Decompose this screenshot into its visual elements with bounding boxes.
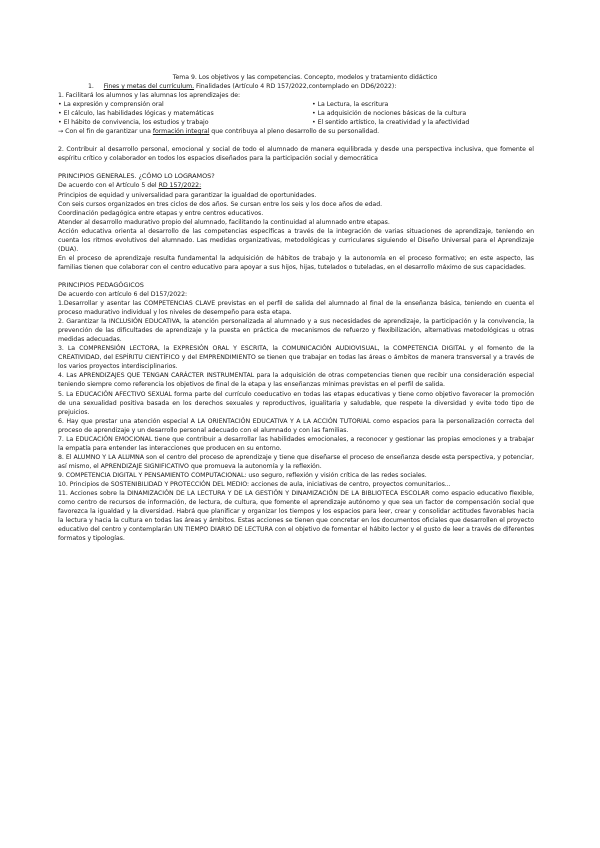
bullet-item: • La adquisición de nociones básicas de la cultura [312, 110, 467, 118]
principios-generales-reference: De acuerdo con el Artículo 5 del RD 157/2022: [58, 182, 202, 190]
principio-general-item: En el proceso de aprendizaje resulta fundamental la adquisición de hábitos de trabajo y la autonomía en el proceso formativo; en este aspecto, las familias tienen que colaborar con el centro educativo para apoyar a sus hijos, hijas, tutelados o tuteladas, en el desarrollo máximo de sus capacidades. [58, 254, 534, 271]
principio-pedagogico-item: 9. COMPETENCIA DIGITAL Y PENSAMIENTO COMPUTACIONAL: uso seguro, reflexión y visión crítica de las redes sociales. [58, 471, 427, 479]
principio-pedagogico-item: 10. Principios de SOSTENIBILIDAD Y PROTECCIÓN DEL MEDIO: acciones de aula, iniciativas de centro, proyectos comunitarios... [58, 480, 451, 488]
principio-pedagogico-item: 8. El ALUMNO Y LA ALUMNA son el centro del proceso de aprendizaje y tiene que diseñarse el proceso de enseñanza desde esta perspectiva, y potenciar, así mismo, el APRENDIZAJE SIGNIFICATIVO que promueva la autonomía y la reflexión. [58, 453, 534, 470]
principio-general-item: Acción educativa orienta al desarrollo de las competencias específicas a través de la integración de varias situaciones de aprendizaje, teniendo en cuenta los ritmos evolutivos del alumnado. Las medidas organizativas, metodológicas y curriculares siguiendo el Diseño Universal para el Aprendizaje (DUA). [58, 227, 534, 253]
bullets-left-column [58, 100, 312, 127]
bullet-item: • La expresión y comprensión oral [58, 101, 164, 109]
principio-general-item: Coordinación pedagógica entre etapas y entre centros educativos. [58, 209, 264, 217]
principio-pedagogico-item: 4. Las APRENDIZAJES QUE TENGAN CARÁCTER INSTRUMENTAL para la adquisición de otras competencias tienen que recibir una consideración especial teniendo siempre como referencia los objetivos de final de la etapa y las enseñanzas mínimas previstas en el perfil de salida. [58, 372, 534, 389]
principios-pedagogicos-reference: De acuerdo con artículo 6 del D157/2022: [58, 290, 188, 298]
bullet-item: • El sentido artístico, la creatividad y la afectividad [312, 119, 470, 127]
principio-pedagogico-item: 3. La COMPRENSIÓN LECTORA, la EXPRESIÓN ORAL Y ESCRITA, la COMUNICACIÓN AUDIOVISUAL, la COMPETENCIA DIGITAL y el fomento de la CREATIVIDAD, del ESPÍRITU CIENTÍFICO y del EMPRENDIMIENTO se tienen que trabajar en todas las áreas o ámbitos de manera transversal y a través de los varios proyectos interdisciplinarios. [58, 345, 534, 371]
principio-general-item: Con seis cursos organizados en tres ciclos de dos años. Se cursan entre los seis y los doce años de edad. [58, 200, 383, 208]
bullet-item: • La Lectura, la escritura [312, 101, 389, 109]
integral-formation-note: → Con el fin de garantizar una formación integral que contribuya al pleno desarrollo de su personalidad. [58, 128, 380, 136]
section-1-title: Fines y metas del currículum. [103, 83, 195, 91]
section-1-heading: 1. Fines y metas del currículum. Finalidades (Artículo 4 RD 157/2022,contemplado en DD6/2022): [88, 83, 397, 91]
document-body [58, 73, 534, 543]
learning-bullets [58, 100, 534, 127]
principios-pedagogicos-heading: PRINCIPIOS PEDAGÓGICOS [58, 280, 144, 289]
principio-pedagogico-item: 11. Acciones sobre la DINAMIZACIÓN DE LA LECTURA Y DE LA GESTIÓN Y DINAMIZACIÓN DE LA BIBLIOTECA ESCOLAR como espacio educativo flexible, como centro de recursos de información, de lectura, de cultura, que fomente el aprendizaje autónomo y que sea un factor de compensación social que favorezca la igualdad y la diversidad. Habrá que planificar y organizar los tiempos y los espacios para leer, crear y consolidar actitudes favorables hacia la lectura y hacia la cultura en todas las áreas y ámbitos. Estas acciones se tienen que concretar en los documentos oficiales que desarrollen el proyecto educativo del centro y contemplarán UN TIEMPO DIARIO DE LECTURA con el objetivo de fomentar el hábito lector y el gusto de leer a través de diferentes formatos y tipologías. [58, 490, 534, 543]
section-1-item-2: 2. Contribuir al desarrollo personal, emocional y social de todo el alumnado de manera equilibrada y desde una perspectiva inclusiva, que fomente el espíritu crítico y colaborador en todos los espacios diseñados para la participación social y democrática [58, 146, 534, 163]
principio-pedagogico-item: 7. La EDUCACIÓN EMOCIONAL tiene que contribuir a desarrollar las habilidades emocionales, a reconocer y gestionar las propias emociones y a trabajar la empatía para entender las interacciones que producen en su entorno. [58, 435, 534, 452]
principio-pedagogico-item: 5. La EDUCACIÓN AFECTIVO SEXUAL forma parte del currículo coeducativo en todas las etapas educativas y tiene como objetivo favorecer la promoción de una sexualidad positiva basada en los derechos sexuales y reproductivos, igualitaria y saludable, que respete la diversidad y evite todo tipo de prejuicios. [58, 390, 534, 416]
bullet-item: • El cálculo, las habilidades lógicas y matemáticas [58, 110, 214, 118]
document-title: Tema 9. Los objetivos y las competencias. Concepto, modelos y tratamiento didáctico [172, 74, 438, 81]
section-1-item-1-intro: 1. Facilitará los alumnos y las alumnas los aprendizajes de: [58, 92, 241, 100]
principio-pedagogico-item: 2. Garantizar la INCLUSIÓN EDUCATIVA, la atención personalizada al alumnado y a sus necesidades de aprendizaje, la participación y la convivencia, la prevención de las dificultades de aprendizaje y la puesta en práctica de mecanismos de refuerzo y flexibilización, alternativas metodológicas u otras medidas adecuadas. [58, 318, 534, 344]
principios-generales-heading: PRINCIPIOS GENERALES. ¿CÓMO LO LOGRAMOS? [58, 172, 215, 181]
bullet-item: • El hábito de convivencia, los estudios y trabajo [58, 119, 209, 127]
principio-pedagogico-item: 6. Hay que prestar una atención especial A LA ORIENTACIÓN EDUCATIVA Y A LA ACCIÓN TUTORIAL como espacios para la personalización correcta del proceso de aprendizaje y un desarrollo personal adecuado con el alumnado y con las familias. [58, 417, 534, 434]
bullets-right-column [312, 100, 534, 127]
principio-general-item: Atender al desarrollo madurativo propio del alumnado, facilitando la continuidad al alumnado entre etapas. [58, 218, 390, 226]
principio-pedagogico-item: 1.Desarrollar y asentar las COMPETENCIAS CLAVE previstas en el perfil de salida del alumnado al final de la enseñanza básica, teniendo en cuenta el proceso madurativo individual y los niveles de desempeño para esta etapa. [58, 300, 534, 317]
integral-formation-term: formación integral [152, 128, 210, 136]
principio-general-item: Principios de equidad y universalidad para garantizar la igualdad de oportunidades. [58, 191, 317, 199]
